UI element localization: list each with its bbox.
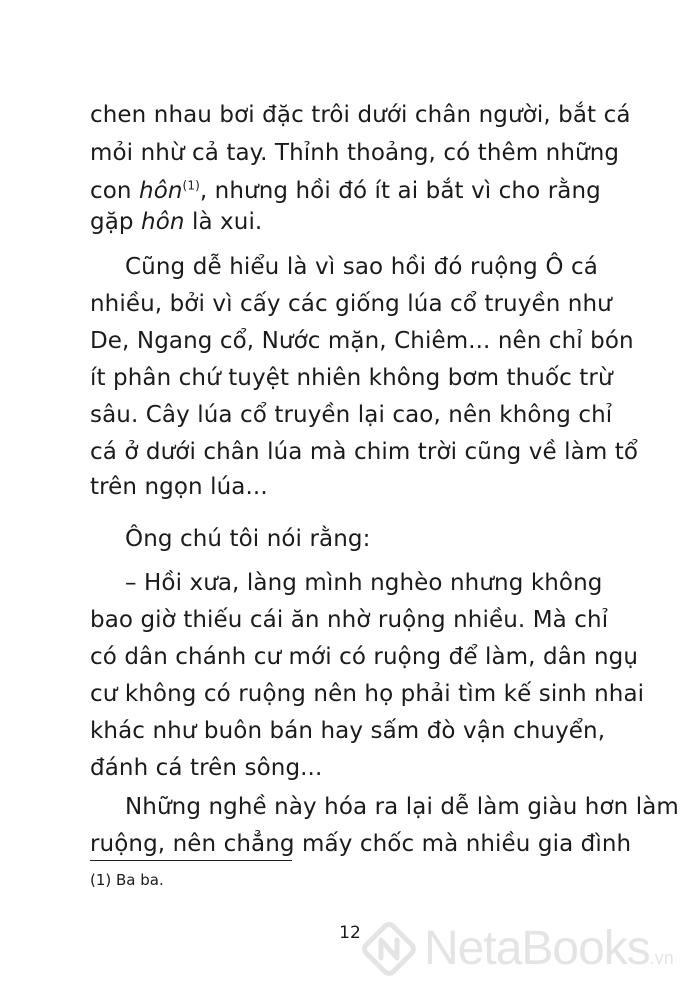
body-line: bao giờ thiếu cái ăn nhờ ruộng nhiều. Mà chỉ	[90, 607, 609, 633]
footnote: (1) Ba ba.	[90, 871, 164, 889]
body-text: mỏi nhừ cả tay. Thỉnh thoảng, có thêm những	[90, 140, 620, 166]
body-line: cư không có ruộng nên họ phải tìm kế sinh nhai	[90, 681, 645, 707]
watermark-brand: NetaBooks	[424, 922, 650, 975]
body-line: khác như buôn bán hay sấm đò vận chuyển,	[90, 718, 606, 744]
body-text: là xui.	[184, 209, 263, 235]
body-line: ruộng, nên chẳng mấy chốc mà nhiều gia đình	[90, 831, 632, 857]
footnote-marker: (1)	[182, 178, 200, 193]
body-text: con	[90, 178, 140, 204]
body-line: nhiều, bởi vì cấy các giống lúa cổ truyền như	[90, 291, 612, 317]
body-line: Ông chú tôi nói rằng:	[125, 526, 371, 552]
body-line: sâu. Cây lúa cổ truyền lại cao, nên không chỉ	[90, 402, 613, 428]
body-line: có dân chánh cư mới có ruộng để làm, dân ngụ	[90, 644, 639, 670]
body-line	[90, 174, 601, 208]
body-line: cá ở dưới chân lúa mà chim trời cũng về làm tổ	[90, 439, 639, 465]
footnote-rule	[90, 860, 292, 861]
body-line: Những nghề này hóa ra lại dễ làm giàu hơn làm	[125, 794, 679, 820]
body-line: Cũng dễ hiểu là vì sao hồi đó ruộng Ô cá	[125, 254, 598, 280]
body-line: ít phân chứ tuyệt nhiên không bơm thuốc trừ	[90, 365, 613, 391]
body-text: chen nhau bơi đặc trôi dưới chân người, bắt cá	[90, 102, 631, 128]
body-line: đánh cá trên sông...	[90, 755, 323, 781]
italic-term: hôn	[139, 178, 183, 204]
body-text: gặp	[90, 209, 142, 235]
netabooks-logo-icon	[360, 920, 418, 978]
watermark	[360, 916, 690, 982]
body-text: , nhưng hồi đó ít ai bắt vì cho rằng	[199, 178, 601, 204]
body-line: – Hồi xưa, làng mình nghèo nhưng không	[125, 570, 603, 596]
page-number: 12	[339, 923, 361, 943]
body-line	[90, 136, 620, 170]
watermark-text	[424, 922, 674, 985]
body-line: De, Ngang cổ, Nước mặn, Chiêm... nên chỉ bón	[90, 328, 634, 354]
body-line: trên ngọn lúa...	[90, 474, 268, 500]
body-line	[90, 205, 598, 239]
watermark-suffix: .vn	[649, 948, 674, 968]
italic-term: hôn	[141, 209, 185, 235]
body-line	[90, 98, 631, 132]
